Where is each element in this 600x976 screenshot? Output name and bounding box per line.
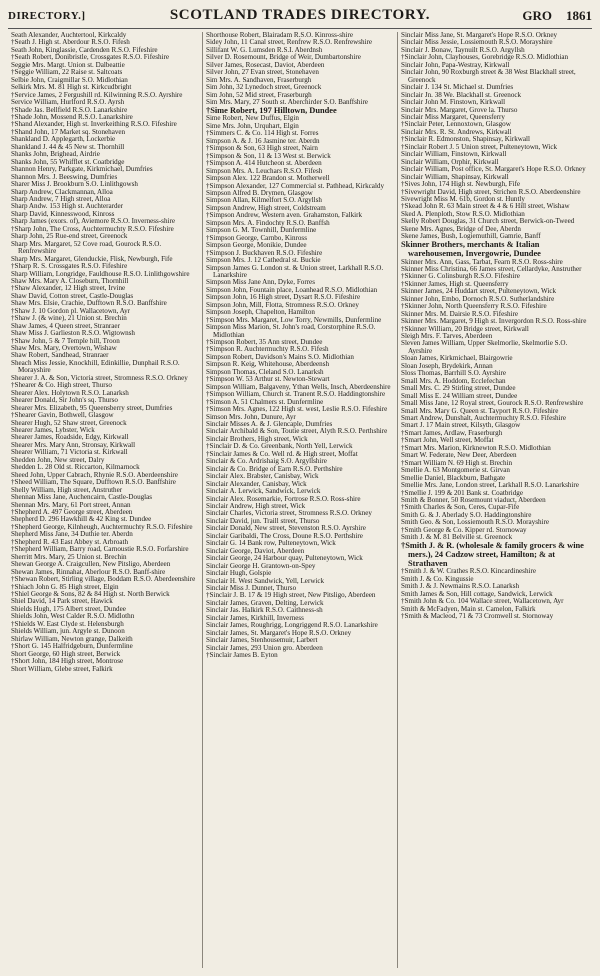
directory-entry: Sleigh Mrs. F. Tarves, Aberdeen [401,332,493,341]
directory-entry: †Shepherd George, Kilnheugh, Auchtermuchty R.S.O. Fifeshire [11,522,193,531]
directory-entry: Sinclair James, Kirkhill, Inverness [206,613,304,622]
directory-entry: Shorthouse Robert, Blairadam R.S.O. Kinross-shire [206,32,353,39]
directory-entry: Sinclair Alex. Brabster, Canisbay, Wick [206,472,319,481]
directory-entry: †Shields W. East Clyde st. Helensburgh [11,619,124,628]
directory-entry: Shiel David, 14 Park street, Hawick [11,597,113,606]
directory-entry: Simpson Andrew, High street, Coldstream [206,203,326,212]
directory-entry: Shaw Miss J. Garlieston R.S.O. Wigtownsh [11,329,135,338]
directory-entry: Smith Geo. & Son, Lossiemouth R.S.O. Morayshire [401,518,549,527]
directory-entry: †Simpson George, Carnbo, Kinross [206,233,307,242]
directory-entry: †Shepherd R. 43 East Abbey st. Arbroath [11,537,129,546]
directory-entry: Sharp John, 25 Rue-end street, Greenock [11,232,128,241]
directory-entry: Silver James, Rosecast, Daviot, Aberdeen [206,60,325,69]
directory-entry: †Sinclair J. B. 17 & 19 High street, New Pitsligo, Aberdeen [206,591,376,600]
directory-entry: Silver John, 27 Evan street, Stonehaven [206,68,319,77]
directory-entry: Sime Robert, New Duffus, Elgin [206,114,299,123]
directory-entry: Sheed John, Upper Cabrach, Rhynie R.S.O. Aberdeenshire [11,470,178,479]
directory-entry: Sivewright Miss M. 61b, Gordon st. Huntly [401,194,525,203]
directory-entry: Sim Mrs. A. Sandhaven, Fraserburgh [206,75,312,84]
directory-entry: Sidey John, 11 Canal street, Renfrew R.S.O. Renfrewshire [206,38,373,47]
directory-entry: Sharp William, Longridge, Fauldhouse R.S.O. Linlithgowshire [11,269,190,278]
directory-entry: †Smith Charles & Son, Ceres, Cupar-Fife [401,503,520,512]
directory-entry: Sinclair George, Daviot, Aberdeen [206,546,305,555]
directory-entry: Small Miss Jane, 12 Royal street, Gourock R.S.O. Renfrewshire [401,399,584,408]
directory-entry: †Skinner William, 20 Bridge street, Kirkwall [401,324,529,333]
directory-entry: Sinclair Alexander, Canisbay, Wick [206,479,307,488]
column-1 [8,32,202,968]
directory-entry: †Shaw Alexander, 12 High street, Irvine [11,284,126,293]
column-3 [397,32,592,968]
directory-entry: †Shaw John, 5 & 7 Temple hill, Troon [11,336,120,345]
directory-entry: †Seath Robert, Donibristle, Crossgates R.S.O. Fifeshire [11,53,170,62]
directory-entry: Sinclair Mrs. R. St. Andrews, Kirkwall [401,127,512,136]
directory-entry: Skinner Brothers, merchants & Italian warehousemen, Invergowrie, Dundee [401,239,541,258]
running-head-right [522,8,592,24]
directory-entry: Shearer Donald, Sir John's sq. Thurso [11,396,118,405]
directory-entry: †Sinclair James & Co. Well rd. & High street, Moffat [206,449,358,458]
directory-entry: †Seggie William, 22 Raise st. Saltcoats [11,68,123,77]
directory-entry: Simpson Mrs. A. Findochty R.S.O. Banffsh [206,218,330,227]
directory-entry: Seggie Mrs. Margt. Union st. Dalbeattie [11,60,125,69]
directory-entry: Sinclair Misses A. & J. Glencaple, Dumfries [206,420,333,429]
directory-entry: †Sinclair D. & Co. Greenbank, North Yell, Lerwick [206,442,353,451]
directory-entry: Sim Mrs. Mary, 27 South st. Aberchirder S.O. Banffshire [206,98,368,107]
directory-entry: Sinclair William, Orphir, Kirkwall [401,157,499,166]
directory-entry: Sinclair David, jun. Traill street, Thurso [206,516,320,525]
directory-entry: Sloan Joseph, Brydekirk, Annan [401,361,493,370]
directory-entry: Skinner John, Embo, Dornoch R.S.O. Sutherlandshire [401,294,555,303]
directory-entry: †Smith George & Co. Kipper rd. Stornoway [401,525,527,534]
directory-entry: †Smart Mrs. Marion, Kirknewton R.S.O. Midlothian [401,443,551,452]
directory-entry: Sloan James, Kirkmichael, Blairgowrie [401,354,513,363]
directory-entry: †Shiach John G. 85 High street, Elgin [11,582,119,591]
directory-entry: Shepherd D. 296 Hawkhill & 42 King st. Dundee [11,515,152,524]
directory-entry: Sinclair John, Papa-Westray, Kirkwall [401,60,510,69]
directory-entry: †Skinner James, High st. Queensferry [401,279,509,288]
directory-entry: Skene James, Bush, Logiemuthill, Gamrie, Banff [401,232,541,241]
directory-entry: Skinner Miss Christina, 66 James street, Cellardyke, Anstruther [401,264,582,273]
directory-entry: †Simpson A. 414 Hutcheon st. Aberdeen [206,159,322,168]
directory-entry: †Shearer Gavin, Bothwell, Glasgow [11,411,114,420]
directory-entry: †Sinclair Robert J. 5 Union street, Pulteneytown, Wick [401,142,558,151]
directory-entry: †Sinclair Peter, Lennoxtown, Glasgow [401,120,511,129]
directory-entry: Sinclair James, Roughrigg, Longriggend R.S.O. Lanarkshire [206,621,378,630]
directory-entry: Sinclair Charles, Victoria street, Stromness R.S.O. Orkney [206,509,372,518]
directory-entry: Sleven James William, Upper Skelmorlie, Skelmorlie S.O. Ayrshire [401,339,568,355]
directory-entry: †Simpson W. 53 Arthur st. Newton-Stewart [206,375,330,384]
directory-entry: †Sives John, 174 High st. Newburgh, Fife [401,180,521,189]
directory-entry: †Shade John, Mossend R.S.O. Lanarkshire [11,112,133,121]
directory-entry: Selbie John, Craigmillar S.O. Midlothian [11,75,128,84]
directory-entry: †Simpson J. Buckhaven R.S.O. Fifeshire [206,248,323,257]
directory-entry: Shepherd Miss Jane, 34 Duthie ter. Aberdn [11,530,133,539]
directory-entry: Sinclair Brothers, High street, Wick [206,434,308,443]
directory-entry: Shaw Robert, Sandhead, Stranraer [11,351,109,360]
directory-entry: Service William, Hurlford R.S.O. Ayrsh [11,98,125,107]
directory-entry: †Short G. 145 Halfridgeburn, Dunfermline [11,642,133,651]
directory-entry: Sinclair Andrew, High street, Wick [206,502,306,510]
directory-entry: Shedden John, New street, Dalry [11,455,105,464]
directory-entry: Shields William, jun. Argyle st. Dunoon [11,627,125,636]
directory-entry: †Smart John, Well street, Moffat [401,436,494,445]
directory-entry: Shennan Miss Jane, Auchencairn, Castle-Douglas [11,493,153,502]
directory-entry: Seath John, Kinglassie, Cardenden R.S.O. Fifeshire [11,45,158,54]
directory-entry: Simpson Miss Marion, St. John's road, Corstorphine R.S.O. Midlothian [206,323,376,339]
directory-entry: Small Mrs. Mary G. Queen st. Tayport R.S.O. Fifeshire [401,406,559,415]
directory-entry: Sharer Miss J. Brookburn S.O. Linlithgowsh [11,180,138,189]
directory-entry: Short William, Glebe street, Falkirk [11,664,113,673]
directory-entry: †Simpson Robert, 35 Ann street, Dundee [206,338,323,347]
directory-entry: Sinclair A. Lerwick, Sandwick, Lerwick [206,487,321,496]
directory-entry: Smith & Bonner, 50 Rosemount viaduct, Aberdeen [401,496,546,504]
directory-entry: †Smith & Macleod, 71 & 73 Cromwell st. Stornoway [401,612,554,621]
directory-entry: Sinclair Miss Margaret, Queensferry [401,112,505,121]
directory-entry: Sim John, 52 Mid street, Fraserburgh [206,90,312,99]
directory-columns [8,32,592,968]
directory-entry: †Smith J. & R. (wholesale & family grocers & wine mers.), 24 Cadzow street, Hamilton; & at Strathaven [401,540,584,568]
directory-entry: †Sinclair James B. Eyton [206,651,278,660]
page-number: 1861 [566,8,592,23]
directory-entry: Sinclair James, Stenhousemuir, Larbert [206,636,318,645]
directory-entry: Shearer James, Roadside, Edgy, Kirkwall [11,433,129,442]
directory-entry: †Sinclair R. Edmonston, Shapinsay, Kirkwall [401,135,530,144]
directory-entry: Simpson John, 16 High street, Dysart R.S.O. Fifeshire [206,293,361,302]
directory-entry: †Simpson William, Church st. Tranent R.S.O. Haddingtonshire [206,390,386,399]
directory-entry: †Skead John R. 63 Main street & 4 & 6 Hill street, Wishaw [401,202,570,211]
page-header [8,6,592,29]
directory-entry: Smith J. & M. 81 Belville st. Greenock [401,533,513,542]
directory-entry: Sloss Thomas, Barrhill S.O. Ayrshire [401,369,507,378]
directory-entry: Shankland J. 44 & 45 New st. Thornhill [11,142,125,151]
directory-entry: †Shewan Robert, Stirling village, Boddam R.S.O. Aberdeenshire [11,575,196,584]
directory-entry: Simson Mrs. John, Dunure, Ayr [206,412,296,421]
directory-entry: †Sheed William, The Square, Dufftown R.S.O. Banffshire [11,478,176,487]
directory-entry: Sinclair Hugh, Golspie [206,569,272,578]
directory-entry: †Simmers C. & Co. 114 High st. Forres [206,129,319,138]
directory-entry: Sinclair Archibald & Son, Toutie street, Alyth R.S.O. Perthshire [206,427,388,436]
directory-entry: Small Miss E. 24 William street, Dundee [401,391,518,400]
directory-entry: Simpson Miss Jane Ann, Dyke, Forres [206,278,315,287]
directory-entry: Shennan Mrs. Mary, 61 Port street, Annan [11,500,131,509]
directory-entry: Shanks John, 55 Whifflet st. Coatbridge [11,157,125,166]
directory-entry: †Shepherd William, Barry road, Carnoustie R.S.O. Forfarshire [11,545,189,554]
directory-entry: Simpson James G. London st. & Union street, Larkhall R.S.O. Lanarkshire [206,263,384,279]
directory-entry: Skelly Robert Douglas, 31 Church street, Berwick-on-Tweed [401,217,575,226]
directory-entry: Shaw James, 4 Queen street, Stranraer [11,321,120,330]
directory-entry: †Sivewright David, High street, Strichen R.S.O. Aberdeenshire [401,187,581,196]
directory-entry: Smith James & Son, Hill cottage, Sandwick, Lerwick [401,589,553,598]
directory-entry: Smellie Daniel, Blackburn, Bathgate [401,473,506,482]
directory-entry: †Simpson Mrs. Margaret, Low Torry, Newmills, Dunfermline [206,315,382,324]
directory-entry: Smith J. & Co. Kingussie [401,574,474,583]
directory-entry: Sinclair James, 293 Union gro. Aberdeen [206,643,323,652]
directory-entry: Sinclair Alex. Rosemarkie, Fortrose R.S.O. Ross-shire [206,494,361,503]
directory-entry: †Shand John, 17 Market sq. Stonehaven [11,127,126,136]
directory-entry: Smellie Mrs. Jane, London street, Larkhall R.S.O. Lanarkshire [401,481,579,490]
directory-entry: Shirlaw William, Newton grange, Dalkeith [11,634,133,643]
directory-entry: Shewan James, Rinnahat, Aberlour R.S.O. Banff-shire [11,567,166,576]
directory-entry: Simpson Joseph, Chapelton, Hamilton [206,308,315,317]
directory-entry: Simpson Alex. 122 Brandon st. Motherwell [206,174,330,183]
directory-entry: †Skinner John, North Queensferry R.S.O. Fifeshire [401,302,547,311]
directory-entry: Sinclair Miss J. Dunnet, Thurso [206,583,297,592]
directory-entry: Shearer William, 71 Victoria st. Kirkwall [11,448,128,457]
directory-entry: Sinclair & Co. Bridge of Earn R.S.O. Perthshire [206,464,343,473]
directory-entry: Sharp Andrew, 7 High street, Alloa [11,194,111,203]
directory-entry: Sharp David, Kinnesswood, Kinross [11,209,115,218]
directory-entry: †Simson Mrs. Agnes, 122 High st. west, Leslie R.S.O. Fifeshire [206,405,388,414]
directory-entry: †Smith John & Co. 104 Wallace street, Wallacetown, Ayr [401,597,564,606]
directory-entry: Shields Hugh, 175 Albert street, Dundee [11,604,126,613]
directory-entry: Shedden L. 28 Old st. Riccarton, Kilmarnock [11,463,140,472]
directory-entry: Sinclair Mrs. Margaret, Grove la. Thurso [401,105,518,114]
directory-entry: Skene Mrs. Agnes, Bridge of Dee, Aberdn [401,224,521,233]
directory-entry: Shearer Alex. Holytown R.S.O. Lanarksh [11,388,129,397]
directory-entry: †Smart James, Ardlaw, Fraserburgh [401,428,503,437]
directory-entry: Selkirk Mrs. M. 81 High st. Kirkcudbright [11,83,132,92]
directory-entry: †Smellie J. 199 & 201 Bank st. Coatbridge [401,488,523,497]
directory-entry: Shaw David, Cotton street, Castle-Douglas [11,291,134,300]
page-title: SCOTLAND TRADES DIRECTORY. [169,7,431,23]
directory-entry: †Simpson & Son, 63 High street, Nairn [206,144,318,153]
directory-entry: Sharp Mrs. Margaret, Glenduckie, Flisk, Newburgh, Fife [11,254,173,263]
directory-entry: †Shearer & Co. High street, Thurso [11,381,112,390]
directory-entry: †Sharp R. S. Crossgates R.S.O. Fifeshire [11,262,128,271]
directory-entry: Sherritt Mrs. Mary, 25 Union st. Brechin [11,552,127,561]
directory-entry: Sim John, 32 Lynedoch street, Greenock [206,83,322,92]
directory-entry: Sime Mrs. John, Urquhart, Elgin [206,121,299,130]
directory-entry: Simpson Alfred B. Drymen, Glasgow [206,188,313,197]
directory-entry: Simpson Robert, Davidson's Mains S.O. Midlothian [206,352,354,361]
directory-entry: †Simpson Alexander, 127 Commercial st. Pathhead, Kirkcaldy [206,181,385,190]
directory-entry: †Sinclair John, Clayhouses, Gorebridge R.S.O. Midlothian [401,53,569,62]
directory-entry: Simpson George, Monikie, Dundee [206,241,307,250]
directory-entry: Smellie A. 63 Montgomerie st. Girvan [401,466,510,475]
directory-entry: †Short John, 184 High street, Montrose [11,657,124,666]
directory-entry: †Sharp John, The Cross, Auchtermuchty R.S.O. Fifeshire [11,224,174,233]
column-2 [202,32,397,968]
directory-entry: Shanks John, Brighead, Airdrie [11,150,100,159]
directory-entry: Shaw Mrs. Mary, Overtown, Wishaw [11,344,117,353]
directory-entry: Sinclair Jn. 38 We. Blackhall st. Greenock [401,90,522,99]
directory-entry: Sked A. Plenploth, Stow R.S.O. Midlothian [401,209,525,218]
directory-entry: Shannon Henry, Parkgate, Kirkmichael, Dumfries [11,165,153,174]
directory-entry: †Simpson Andrew, Western aven. Grahamston, Falkirk [206,211,363,220]
directory-entry: Sinclair & Co. Ardrishaig S.O. Argyllshire [206,457,327,466]
directory-entry: Short George, 60 High street, Berwick [11,649,121,658]
directory-entry: Simpson William, Balgaveny, Ythan Wells, Insch, Aberdeenshire [206,382,391,391]
directory-entry: Sinclair G. 14 Bank row, Pulteneytown, Wick [206,539,336,548]
directory-entry: Smart Andrew, Dunshalt, Auchtermuchty R.S.O. Fifeshire [401,414,567,423]
directory-entry: Shaw Mrs. Mary A. Closeburn, Thornhill [11,276,129,285]
directory-entry: Shearer J. A. & Son, Victoria street, Stromness R.S.O. Orkney [11,373,188,382]
directory-entry: Sinclair Donald, New street, Stevenston R.S.O. Ayrshire [206,524,366,533]
directory-entry: †Simson A. 51 Chalmers st. Dunfermline [206,397,324,406]
directory-entry: Sinclair Garibaldi, The Cross, Doune R.S.O. Perthshire [206,531,363,540]
directory-entry: Sinclair Miss Jessie, Lossiemouth R.S.O. Morayshire [401,38,553,47]
directory-entry: Shields John, West Calder R.S.O. Midlothn [11,612,135,621]
directory-entry: †Smart William N. 69 High st. Brechin [401,458,513,467]
directory-entry: †Shand Alexander, High st. Inverkeithing R.S.O. Fifeshire [11,120,177,129]
directory-entry: Sinclair John, 90 Roxburgh street & 38 West Blackhall street, Greenock [401,68,576,84]
directory-entry: Shearer Hugh, 52 Shaw street, Greenock [11,418,127,427]
directory-entry: Shannon Mrs. J. Beeswing, Dumfries [11,172,118,181]
directory-entry: Sinclair James, Graven, Delting, Lerwick [206,598,324,607]
directory-entry: †Seath J. High st. Aberdour R.S.O. Fifesh [11,38,130,47]
directory-entry: Simpson Mrs. A. Leuchars R.S.O. Fifesh [206,166,323,175]
directory-entry: Sinclair William, Finstown, Kirkwall [401,150,507,159]
directory-entry: †Service James, 2 Fergushill rd. Kilwinning R.S.O. Ayrshire [11,90,183,99]
directory-entry: Sinclair J. Bonaw, Taynuilt R.S.O. Argyllsh [401,45,525,54]
directory-entry: Shankland D. Applegarth, Lockerbie [11,135,116,144]
directory-entry: Small Mrs. A. Hoddom, Ecclefechan [401,376,506,385]
directory-entry: Shearer Mrs. Elizabeth, 95 Queensberry street, Dumfries [11,403,173,412]
directory-entry: Sharp James (exors. of), Aviemore R.S.O. Inverness-shire [11,217,175,226]
directory-entry: Shearer Mrs. Mary Ann, Stronsay, Kirkwall [11,440,136,449]
directory-entry: Smith J. & J. Newmains R.S.O. Lanarksh [401,582,520,591]
directory-entry: †Shiel George & Sons, 82 & 84 High st. North Berwick [11,589,170,598]
directory-entry: †Shaw J. (& wine), 21 Union st. Brechin [11,314,127,323]
directory-entry: Silver D. Rosemount, Bridge of Weir, Dumbartonshire [206,53,361,62]
directory-entry: Sinclair Jas. Halkirk R.S.O. Caithness-sh [206,606,323,615]
directory-entry: Simpson R. Keig, Whitehouse, Aberdeensh [206,360,330,369]
directory-entry: Simpson John, Fountain place, Loanhead R.S.O. Midlothian [206,285,378,294]
directory-entry: Skinner James, 24 Huddart street, Pulteneytown, Wick [401,287,557,296]
directory-entry: Skinner Mrs. Margaret, 9 High st. Invergordon R.S.O. Ross-shire [401,317,587,326]
directory-entry: Sinclair H. West Sandwick, Yell, Lerwick [206,576,325,585]
directory-entry: Sharp Mrs. Margaret, 52 Cove road, Gourock R.S.O. Renfrewshire [11,239,162,256]
directory-entry: Simpson G. M. Townhill, Dunfermline [206,226,317,235]
directory-entry: †Shaw J. 10 Gordon pl. Wallacetown, Ayr [11,306,131,315]
directory-entry: †Shade Jas. Bellfield R.S.O. Lanarkshire [11,105,128,114]
directory-entry: Sharp Andw. 153 High st. Auchterarder [11,202,124,211]
directory-entry: Sinclair William, Shapinsay, Kirkwall [401,172,509,181]
directory-entry: Sinclair John M. Finstown, Kirkwall [401,98,506,107]
directory-entry: Simpson John, Mill, Flotta, Stromness R.S.O. Orkney [206,300,359,309]
directory-entry: †Sime Robert, 197 Hilltown, Dundee [206,105,337,115]
directory-entry: Sinclair George H. Grantown-on-Spey [206,561,316,570]
directory-entry: Shewan George A. Craigcullen, New Pitsligo, Aberdeen [11,560,171,569]
directory-entry: Seath Alexander, Auchtertool, Kirkcaldy [11,32,127,39]
directory-entry: Sillifant W. G. Lumsden R.S.I. Aberdnsh [206,45,323,54]
directory-entry: Smith G. & J. Aberlady S.O. Haddingtonshire [401,510,532,519]
directory-entry: Smith & McFadyen, Main st. Camelon, Falkirk [401,604,536,613]
directory-entry: Sheach Miss Jessie, Knockhill, Edinkillie, Dunphail R.S.O. Morayshire [11,358,180,375]
directory-entry: †Simpson R. Auchtermuchty R.S.O. Fifesh [206,345,329,354]
directory-entry: Skinner Mrs. M. Dairsie R.S.O. Fifeshire [401,309,519,318]
directory-entry: Simpson Allan, Kilmelfort S.O. Argyllsh [206,196,322,205]
directory-entry: Sinclair George, 24 Harbour quay, Pulteneytown, Wick [206,554,363,563]
directory-entry: Sinclair James, St. Margaret's Hope R.S.O. Orkney [206,628,352,637]
directory-entry: Simpson Thomas, Cleland S.O. Lanarksh [206,367,324,376]
running-head-left: DIRECTORY.] [8,10,86,22]
directory-entry: †Shepherd A. 497 George street, Aberdeen [11,508,133,516]
directory-entry: Sinclair William, Post office, St. Margaret's Hope R.S.O. Orkney [401,165,586,174]
directory-entry: Shelly William, High street, Anstruther [11,485,123,494]
directory-entry: Skinner Mrs. Ann, Gass, Tarbat, Fearn R.S.O. Ross-shire [401,257,563,266]
directory-entry: †Smith J. & W. Crathes R.S.O. Kincardineshire [401,567,536,576]
section-code: GRO [522,8,552,23]
directory-entry: Sharp Andrew, Clackmannan, Alloa [11,187,113,196]
directory-entry: Small Mrs. C. 29 Stirling street, Dundee [401,384,516,393]
directory-entry: Shaw Mrs. Elsie, Crachie, Dufftown R.S.O. Banffshire [11,299,167,308]
directory-entry: Sinclair J. 134 St. Michael st. Dumfries [401,83,514,92]
directory-entry: Shearer James, Lybster, Wick [11,426,95,435]
directory-entry: Simpson A. & J. 16 Jasmine ter. Aberdn [206,136,320,145]
directory-entry: Simpson Mrs. J. 12 Cathedral st. Buckie [206,256,321,265]
directory-entry: Sinclair Miss Jane, St. Margaret's Hope R.S.O. Orkney [401,32,558,39]
directory-entry: Smart W. Federate, New Deer, Aberdeen [401,451,517,460]
directory-entry: †Simpson & Son, 11 & 13 West st. Berwick [206,151,331,160]
directory-entry: †Skinner G. Colinsburgh R.S.O. Fifeshire [401,272,520,281]
directory-entry: Smart J. 17 Main street, Kilsyth, Glasgow [401,421,521,430]
